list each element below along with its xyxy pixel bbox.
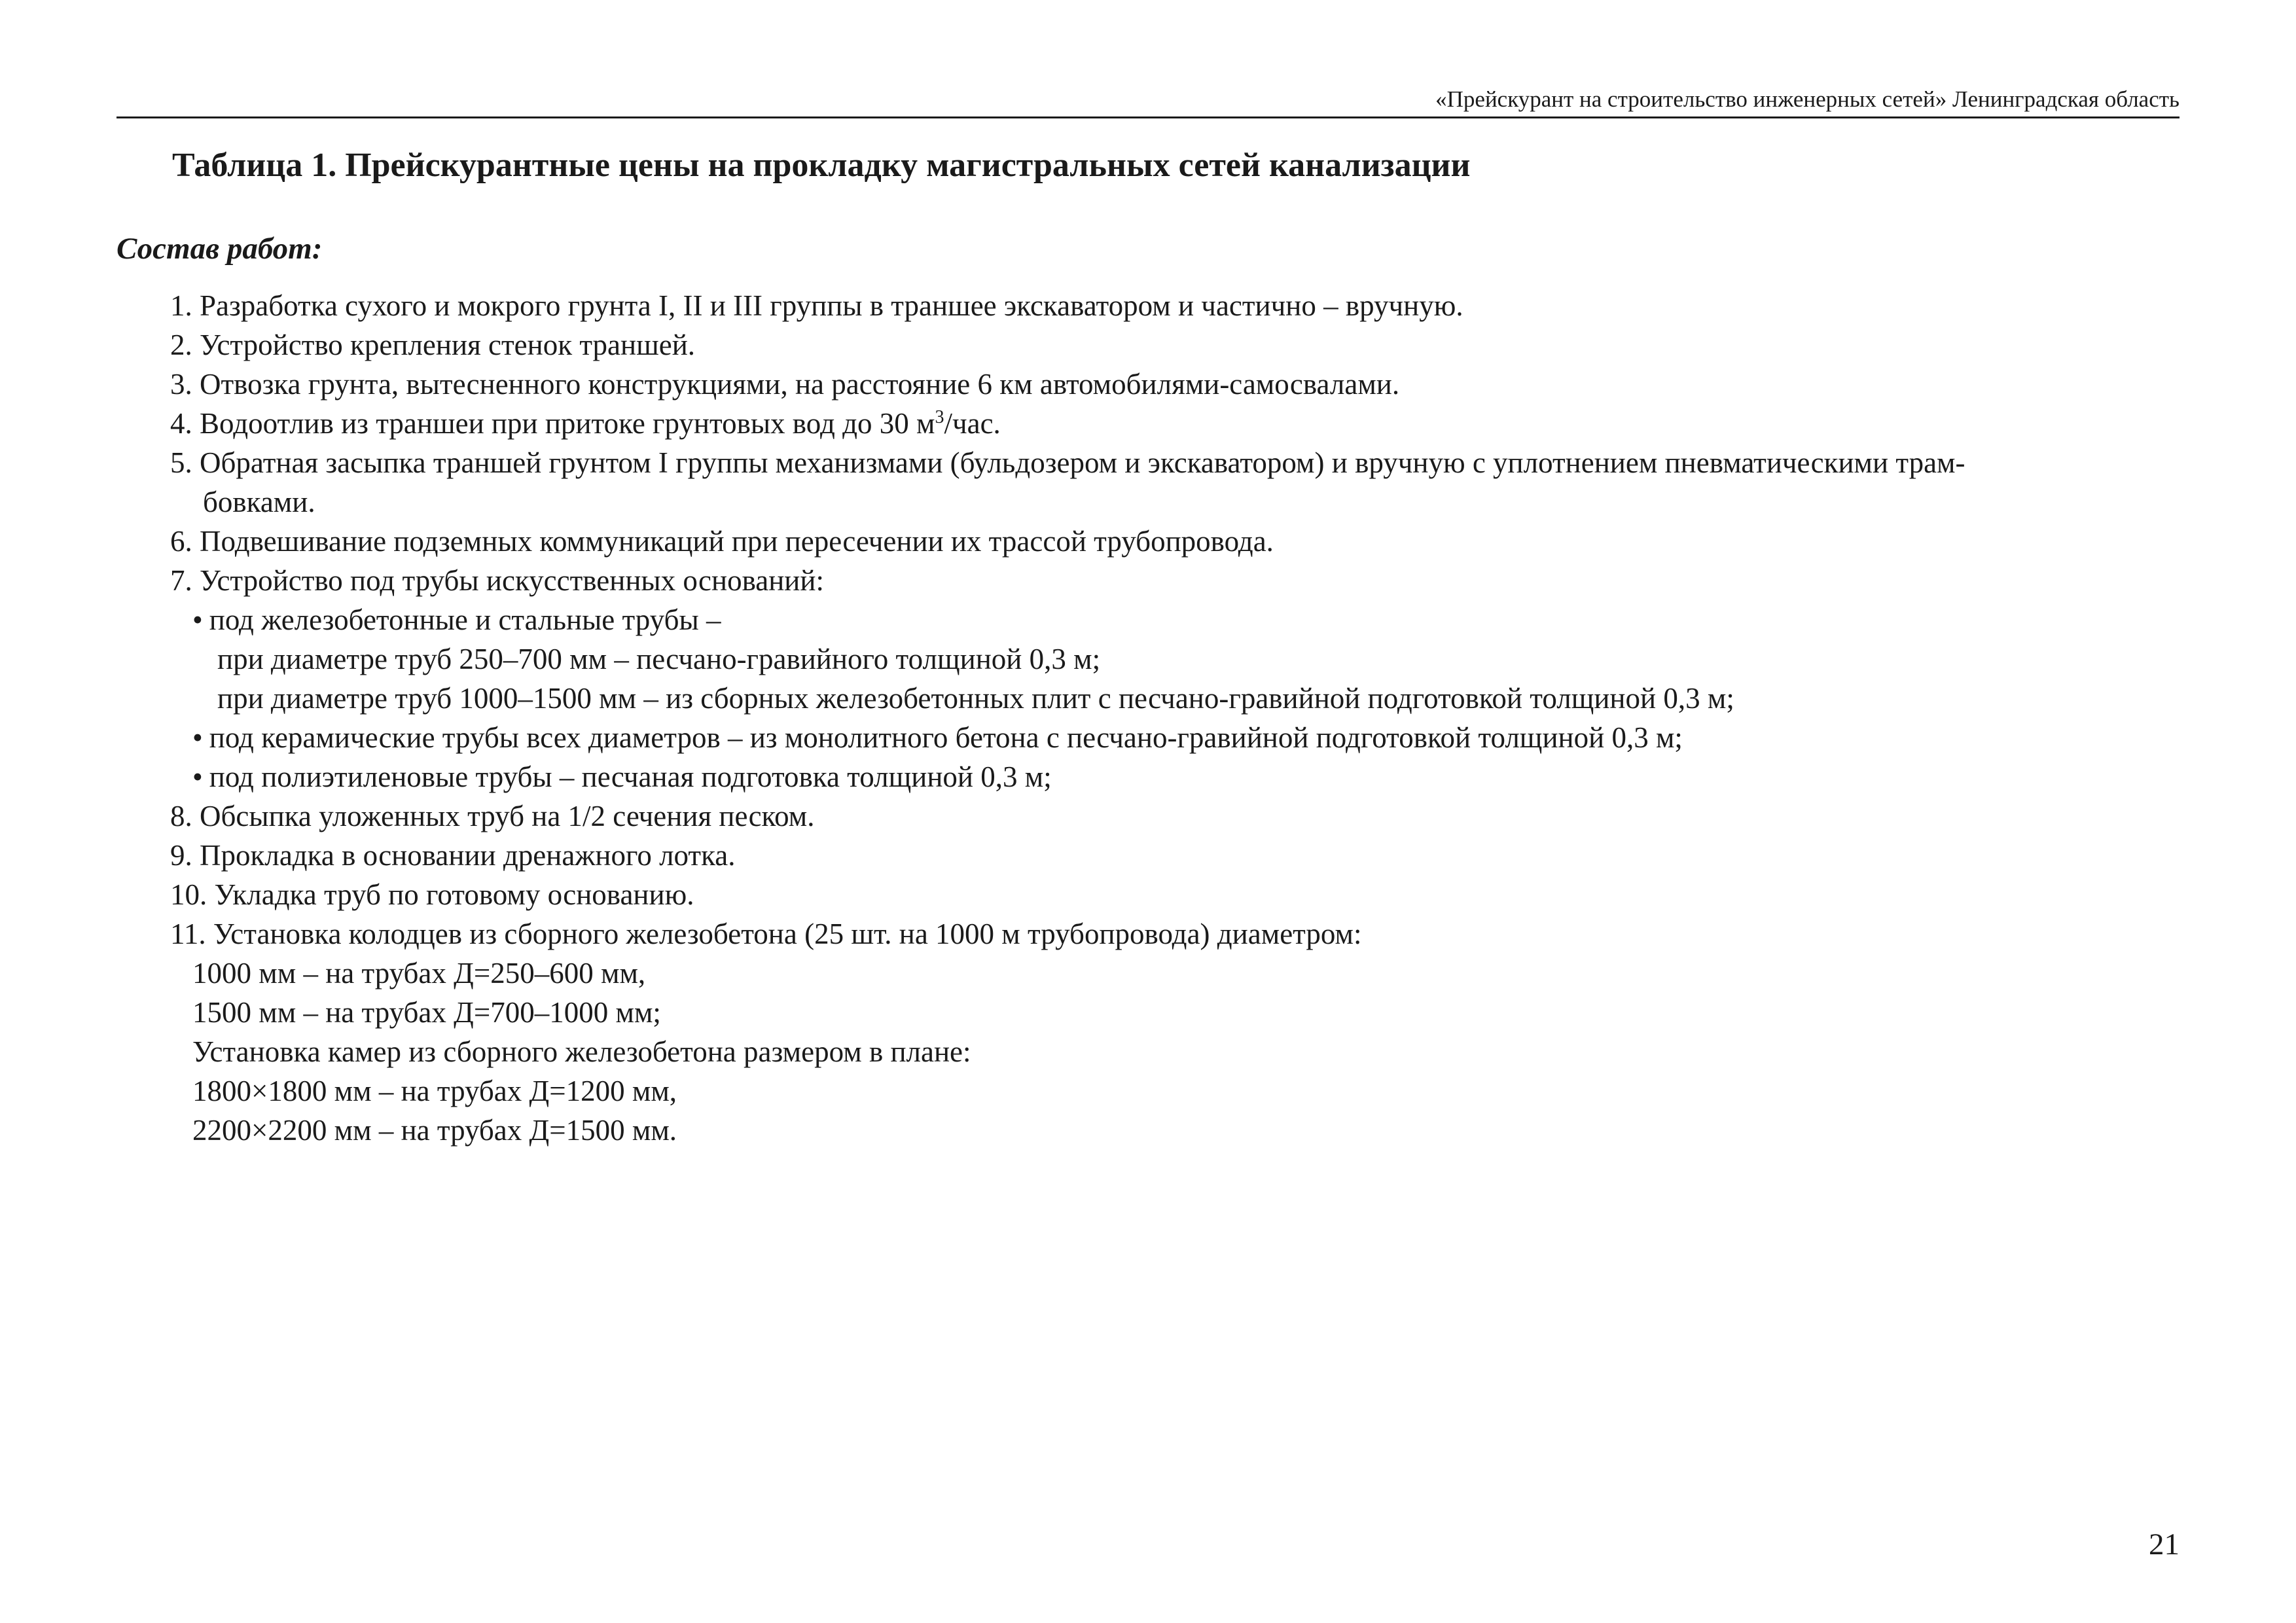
bullet-item bbox=[170, 600, 2186, 639]
list-item-text: /час. bbox=[944, 407, 1001, 440]
bullet-text: под керамические трубы всех диаметров – из монолитного бетона с песчано-гравийной подготовкой толщиной 0,3 м; bbox=[209, 721, 1683, 754]
sub-line: 1800×1800 мм – на трубах Д=1200 мм, bbox=[192, 1075, 677, 1107]
sub-line: 2200×2200 мм – на трубах Д=1500 мм. bbox=[192, 1114, 677, 1147]
list-item: 6. Подвешивание подземных коммуникаций при пересечении их трассой трубопровода. bbox=[170, 525, 1274, 558]
bullet-icon: • bbox=[192, 603, 203, 636]
sub-line: Установка камер из сборного железобетона размером в плане: bbox=[192, 1035, 971, 1068]
bullet-icon: • bbox=[192, 760, 203, 793]
work-list bbox=[170, 286, 2186, 1150]
list-item: 8. Обсыпка уложенных труб на 1/2 сечения песком. bbox=[170, 800, 815, 832]
superscript: 3 bbox=[935, 407, 944, 427]
running-header bbox=[117, 77, 2179, 118]
running-title: «Прейскурант на строительство инженерных сетей» Ленинградская область bbox=[1435, 86, 2179, 112]
page-number: 21 bbox=[2149, 1527, 2179, 1561]
list-item: 3. Отвозка грунта, вытесненного конструкциями, на расстояние 6 км автомобилями-самосвалами. bbox=[170, 368, 1400, 401]
bullet-text: под полиэтиленовые трубы – песчаная подготовка толщиной 0,3 м; bbox=[209, 760, 1052, 793]
list-item bbox=[170, 404, 2186, 443]
list-item-text: 4. Водоотлив из траншеи при притоке грунтовых вод до 30 м bbox=[170, 407, 935, 440]
list-item: 2. Устройство крепления стенок траншей. bbox=[170, 329, 696, 361]
sub-line: при диаметре труб 250–700 мм – песчано-гравийного толщиной 0,3 м; bbox=[217, 643, 1101, 675]
bullet-item bbox=[170, 757, 2186, 796]
bullet-text: под железобетонные и стальные трубы – bbox=[209, 603, 721, 636]
sub-line: 1500 мм – на трубах Д=700–1000 мм; bbox=[192, 996, 661, 1029]
list-item: 11. Установка колодцев из сборного железобетона (25 шт. на 1000 м трубопровода) диаметром: bbox=[170, 918, 1362, 950]
list-item: 7. Устройство под трубы искусственных оснований: bbox=[170, 564, 824, 597]
list-item-continuation: бовками. bbox=[203, 486, 315, 518]
sub-line: при диаметре труб 1000–1500 мм – из сборных железобетонных плит с песчано-гравийной подготовкой толщиной 0,3 м; bbox=[217, 682, 1734, 715]
list-item: 10. Укладка труб по готовому основанию. bbox=[170, 878, 694, 911]
table-title: Таблица 1. Прейскурантные цены на прокладку магистральных сетей канализации bbox=[172, 147, 1471, 184]
bullet-item bbox=[170, 718, 2186, 757]
list-item: 5. Обратная засыпка траншей грунтом I группы механизмами (бульдозером и экскаватором) и вручную с уплотнением пневматическими трам- bbox=[170, 446, 1965, 479]
sub-line: 1000 мм – на трубах Д=250–600 мм, bbox=[192, 957, 646, 990]
bullet-icon: • bbox=[192, 721, 203, 754]
list-item: 9. Прокладка в основании дренажного лотка. bbox=[170, 839, 736, 872]
section-label: Состав работ: bbox=[117, 232, 323, 266]
list-item: 1. Разработка сухого и мокрого грунта I, II и III группы в траншее экскаватором и частично – вручную. bbox=[170, 289, 1463, 322]
